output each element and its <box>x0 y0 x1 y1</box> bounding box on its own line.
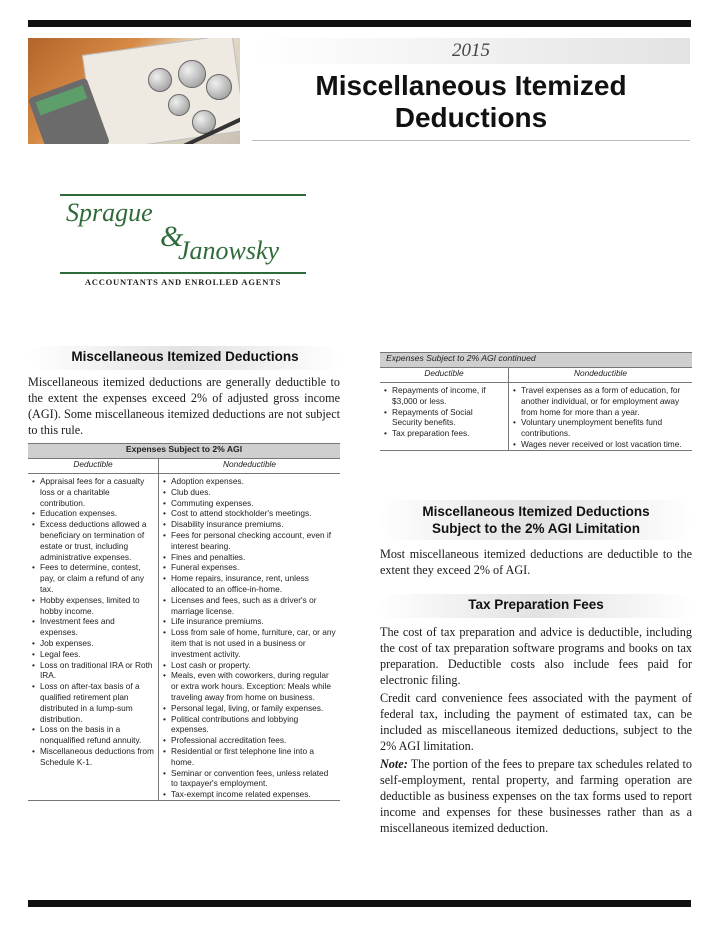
heading-line-1: Miscellaneous Itemized Deductions <box>422 504 650 519</box>
logo-top-rule <box>60 194 306 196</box>
deductible-list <box>28 476 158 768</box>
title-divider <box>252 140 690 141</box>
list-item: • Tax-exempt income related expenses. <box>171 789 336 800</box>
column-header-nondeductible: Nondeductible <box>509 368 693 383</box>
bottom-rule <box>28 900 691 907</box>
list-item: • Fines and penalties. <box>171 552 336 563</box>
list-item: • Meals, even with coworkers, during regular or extra work hours. Exception: Meals while traveling away from home on business. <box>171 670 336 702</box>
list-item: • Miscellaneous deductions from Schedule K-1. <box>40 746 154 768</box>
section-heading: Tax Preparation Fees <box>468 597 604 612</box>
list-item: • Loss on the basis in a nonqualified refund annuity. <box>40 724 154 746</box>
list-item: • Lost cash or property. <box>171 660 336 671</box>
logo-name-sprague: Sprague <box>66 198 153 227</box>
deductible-list <box>380 385 508 439</box>
intro-paragraph: Miscellaneous itemized deductions are generally deductible to the extent the expenses exceed 2% of adjusted gross income (AGI). Some miscellaneous itemized deductions are not subject to this rule. <box>28 375 340 437</box>
note-paragraph <box>380 756 692 836</box>
logo-subtitle: ACCOUNTANTS AND ENROLLED AGENTS <box>84 277 282 287</box>
list-item: • Hobby expenses, limited to hobby income. <box>40 595 154 617</box>
section-heading <box>378 503 694 537</box>
list-item: • Wages never received or lost vacation time. <box>521 439 688 450</box>
list-item: • Fees to determine, contest, pay, or claim a refund of any tax. <box>40 562 154 594</box>
list-item: • Club dues. <box>171 487 336 498</box>
list-item: • Commuting expenses. <box>171 498 336 509</box>
list-item: • Repayments of income, if $3,000 or less. <box>392 385 504 407</box>
note-label: Note: <box>380 757 408 771</box>
list-item: • Investment fees and expenses. <box>40 616 154 638</box>
note-text: The portion of the fees to prepare tax schedules related to self-employment, rental property, and farming operation are deductible as business expenses on the tax forms used to report income and expenses for these businesses rather than as a miscellaneous itemized deduction. <box>380 757 692 835</box>
firm-logo <box>60 192 306 292</box>
title-line-2: Deductions <box>394 102 548 133</box>
tax-prep-paragraph-2: Credit card convenience fees associated with the payment of federal tax, including the payment of estimated tax, can be included as miscellaneous itemized deductions, subject to the 2% AGI limitation. <box>380 691 692 753</box>
list-item: • Tax preparation fees. <box>392 428 504 439</box>
section-heading: Miscellaneous Itemized Deductions <box>71 349 299 364</box>
list-item: • Personal legal, living, or family expenses. <box>171 703 336 714</box>
list-item: • Funeral expenses. <box>171 562 336 573</box>
list-item: • Legal fees. <box>40 649 154 660</box>
list-item: • Adoption expenses. <box>171 476 336 487</box>
coin-image <box>168 94 190 116</box>
logo-ampersand: & <box>160 220 184 253</box>
nondeductible-list <box>509 385 692 450</box>
list-item: • Education expenses. <box>40 508 154 519</box>
nondeductible-list <box>159 476 340 800</box>
deductible-column <box>28 474 159 801</box>
expenses-table <box>28 443 340 801</box>
list-item: • Residential or first telephone line into a home. <box>171 746 336 768</box>
table-title: Expenses Subject to 2% AGI <box>28 444 340 459</box>
list-item: • Disability insurance premiums. <box>171 519 336 530</box>
title-block <box>252 38 690 142</box>
limitation-paragraph: Most miscellaneous itemized deductions are deductible to the extent they exceed 2% of AGI. <box>380 547 692 577</box>
logo-bottom-rule <box>60 272 306 274</box>
table-title: Expenses Subject to 2% AGI continued <box>380 353 692 368</box>
year-label: 2015 <box>452 40 490 61</box>
tax-prep-paragraph-1: The cost of tax preparation and advice is deductible, including the cost of tax preparation software programs and books on tax preparation. Deductible costs also include fees paid for electronic filing. <box>380 625 692 687</box>
column-header-deductible: Deductible <box>380 368 509 383</box>
list-item: • Appraisal fees for a casualty loss or a charitable contribution. <box>40 476 154 508</box>
list-item: • Professional accreditation fees. <box>171 735 336 746</box>
list-item: • Travel expenses as a form of education, for another individual, or for employment away from home for more than a year. <box>521 385 688 417</box>
page-title <box>252 70 690 134</box>
list-item: • Loss from sale of home, furniture, car, or any item that is not used in a business or investment activity. <box>171 627 336 659</box>
list-item: • Political contributions and lobbying expenses. <box>171 714 336 736</box>
logo-name-janowsky: Janowsky <box>178 236 280 265</box>
coin-image <box>178 60 206 88</box>
nondeductible-column <box>159 474 341 801</box>
list-item: • Licenses and fees, such as a driver's or marriage license. <box>171 595 336 617</box>
column-header-nondeductible: Nondeductible <box>159 459 341 474</box>
expenses-table-continued <box>380 352 692 451</box>
list-item: • Repayments of Social Security benefits. <box>392 407 504 429</box>
top-rule <box>28 20 691 27</box>
list-item: • Life insurance premiums. <box>171 616 336 627</box>
coin-image <box>148 68 172 92</box>
list-item: • Fees for personal checking account, even if interest bearing. <box>171 530 336 552</box>
column-header-deductible: Deductible <box>28 459 159 474</box>
deductible-column <box>380 383 509 451</box>
header-photo <box>28 38 240 144</box>
list-item: • Job expenses. <box>40 638 154 649</box>
list-item: • Excess deductions allowed a beneficiary on termination of estate or trust, including administrative expenses. <box>40 519 154 562</box>
list-item: • Seminar or convention fees, unless related to taxpayer's employment. <box>171 768 336 790</box>
nondeductible-column <box>509 383 693 451</box>
list-item: • Home repairs, insurance, rent, unless allocated to an office-in-home. <box>171 573 336 595</box>
list-item: • Cost to attend stockholder's meetings. <box>171 508 336 519</box>
list-item: • Voluntary unemployment benefits fund contributions. <box>521 417 688 439</box>
coin-image <box>206 74 232 100</box>
list-item: • Loss on after-tax basis of a qualified retirement plan distributed in a lump-sum distribution. <box>40 681 154 724</box>
title-line-1: Miscellaneous Itemized <box>315 70 627 101</box>
heading-line-2: Subject to the 2% AGI Limitation <box>431 521 640 536</box>
list-item: • Loss on traditional IRA or Roth IRA. <box>40 660 154 682</box>
